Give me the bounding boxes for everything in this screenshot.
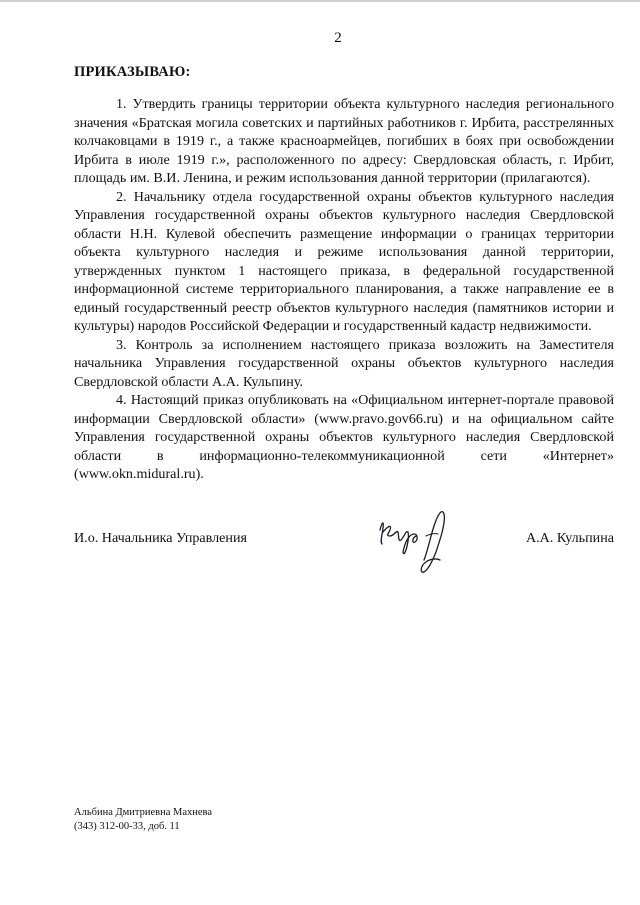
- scan-edge: [0, 0, 640, 2]
- order-item-3: 3. Контроль за исполнением настоящего приказа возложить на Заместителя начальника Управления государственной охраны объектов культурного наследия Свердловской области А.А. Кульпину.: [74, 336, 614, 390]
- order-item-4: 4. Настоящий приказ опубликовать на «Официальном интернет-портале правовой информации Свердловской области» (www.pravo.gov66.ru) и на официальном сайте Управления государственной охраны объектов культурного наследия Свердловской области в информационно-телекоммуникационной сети «Интернет» (www.okn.midural.ru).: [74, 392, 614, 482]
- signer-position: И.о. Начальника Управления: [74, 530, 247, 546]
- executor-name: Альбина Дмитриевна Махнева: [74, 807, 213, 818]
- order-heading: ПРИКАЗЫВАЮ:: [74, 64, 191, 80]
- signer-name: А.А. Кульпина: [525, 530, 614, 546]
- signature-block: [74, 530, 614, 550]
- executor-info: [74, 806, 212, 834]
- order-item-1: 1. Утвердить границы территории объекта культурного наследия регионального значения «Братская могила советских и партийных работников г. Ирбита, расстрелянных колчаковцами в 1919 г., а также красноармейцев, погибших в боях при освобождении Ирбита в июле 1919 г.», расположенного по адресу: Свердловская область, г. Ирбит, площадь им. В.И. Ленина, и режим использования данной территории (прилагаются).: [74, 96, 614, 186]
- executor-phone: (343) 312-00-33, доб. 11: [74, 821, 180, 832]
- page-number: 2: [334, 30, 342, 46]
- order-body: [74, 95, 614, 484]
- order-item-2: 2. Начальнику отдела государственной охраны объектов культурного наследия Управления государственной охраны объектов культурного наследия Свердловской области Н.Н. Кулевой обеспечить размещение информации о границах территории объекта культурного наследия и режиме использования данной территории, утвержденных пунктом 1 настоящего приказа, в федеральной государственной информационной системе территориального планирования, а также направление ее в единый государственный реестр объектов культурного наследия (памятников истории и культуры) народов Российской Федерации и государственный кадастр недвижимости.: [74, 188, 614, 334]
